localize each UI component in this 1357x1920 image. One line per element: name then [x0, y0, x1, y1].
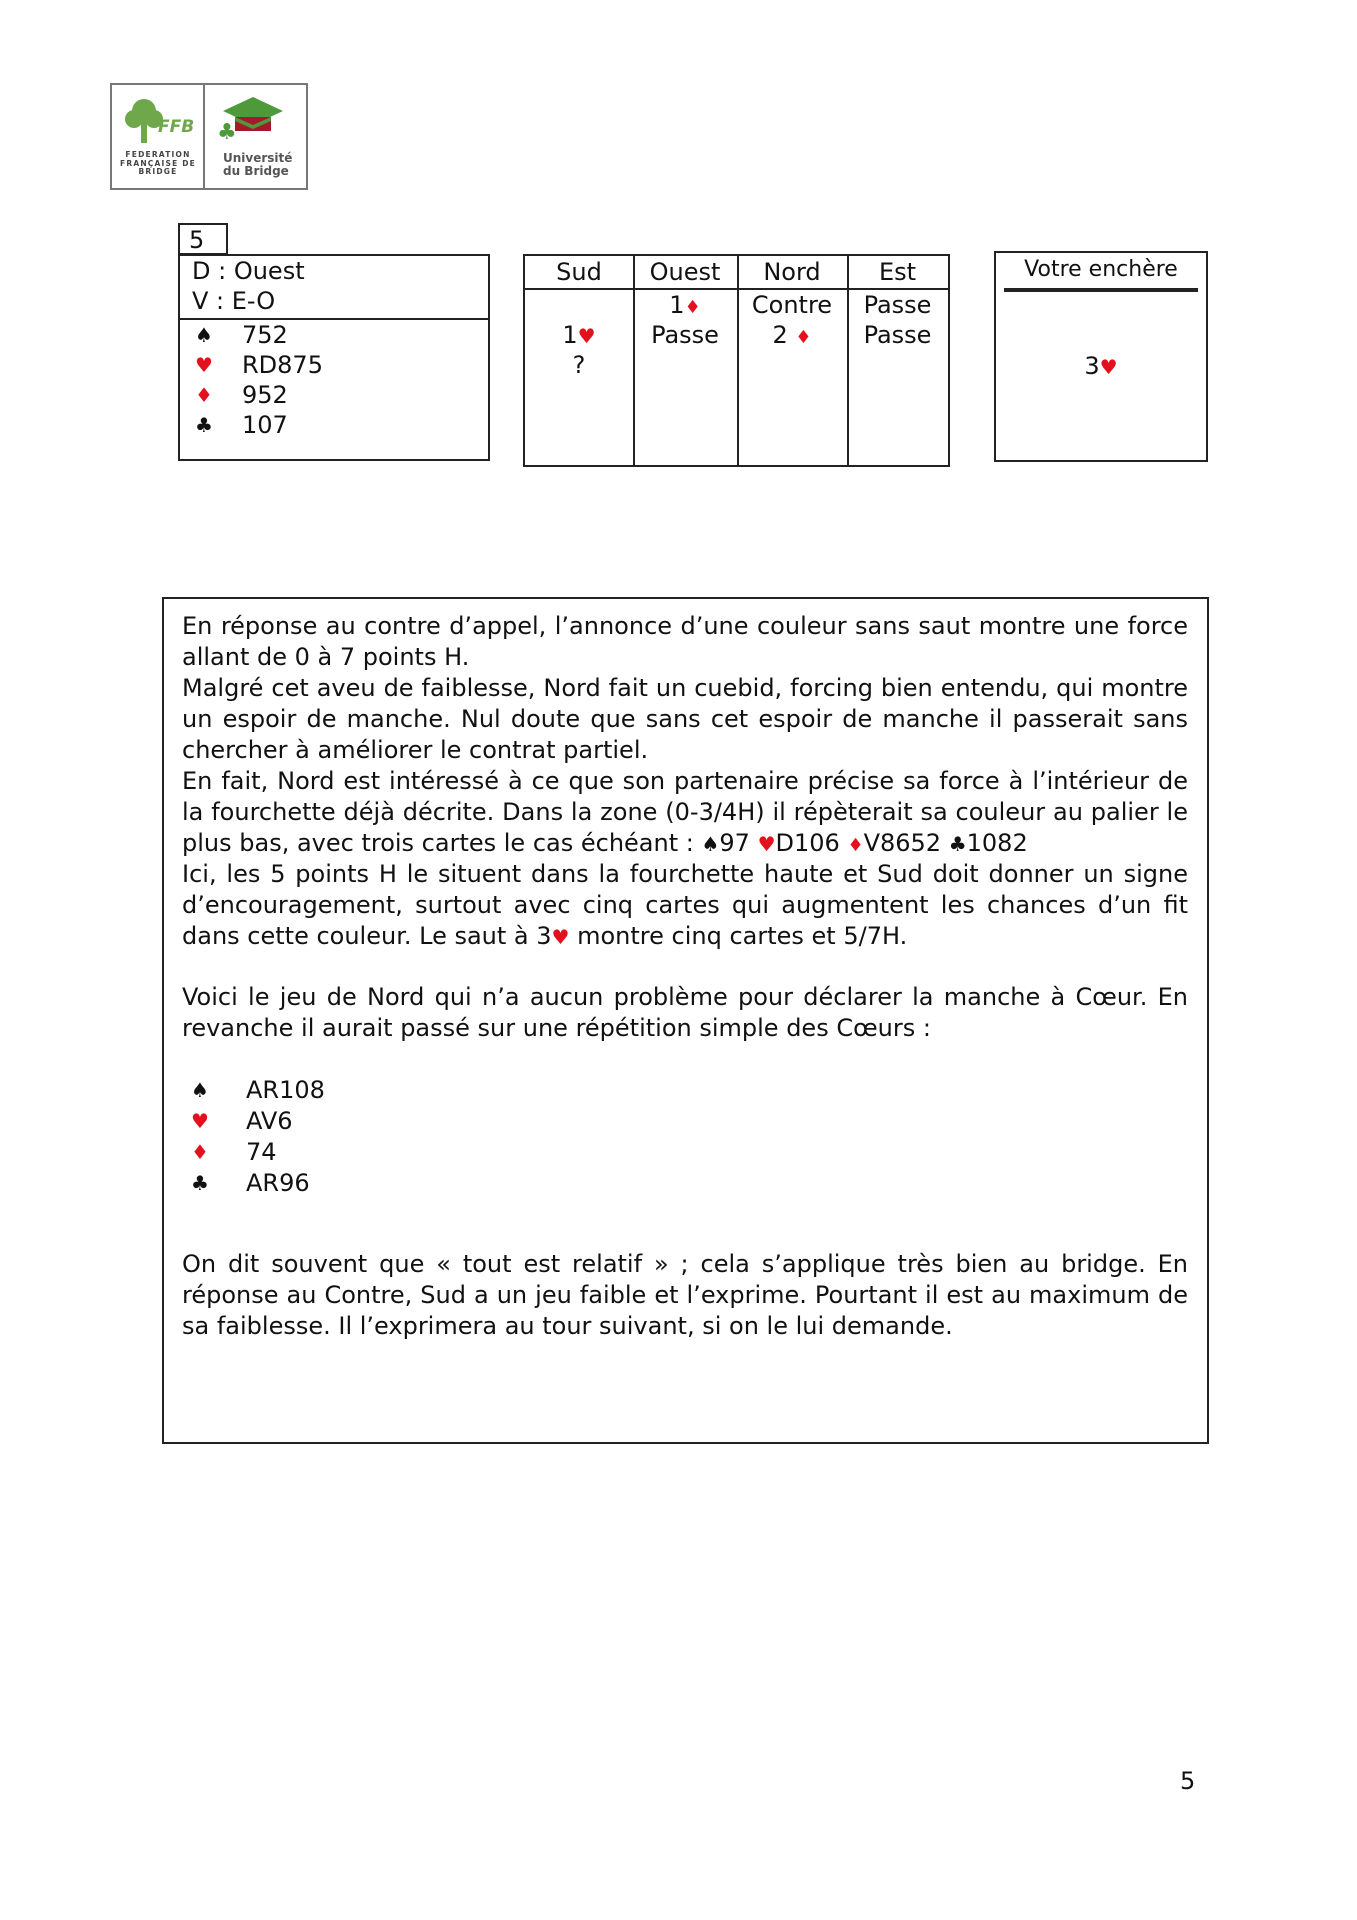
explanation-paragraph: Malgré cet aveu de faiblesse, Nord fait un cuebid, forcing bien entendu, qui montre un espoir de manche. Nul doute que sans cet espoir de manche il passerait sans chercher à améliorer le contrat partiel.	[182, 674, 1188, 764]
bid-header: Sud	[525, 256, 633, 290]
vulnerability-label: V : E-O	[192, 287, 276, 315]
ffb-wordmark: FFB	[158, 117, 195, 137]
graduation-cap-icon	[213, 95, 293, 145]
club-icon: ♣	[195, 413, 213, 437]
diamond-icon: ♦	[191, 1140, 209, 1164]
spade-icon: ♠	[191, 1078, 209, 1102]
spade-icon: ♠	[195, 323, 213, 347]
deal-separator	[180, 318, 488, 320]
north-diamond-holding: 74	[246, 1138, 277, 1166]
logo	[110, 83, 308, 190]
bid-cell: 2 ♦	[772, 321, 812, 349]
bid-cell: 1♥	[562, 321, 596, 349]
bidding-table	[523, 254, 950, 467]
explanation-paragraph: Voici le jeu de Nord qui n’a aucun problème pour déclarer la manche à Cœur. En revanche il aurait passé sur une répétition simple des Cœurs :	[182, 983, 1188, 1042]
bid-column-sud	[525, 256, 635, 465]
dealer-label: D : Ouest	[192, 257, 305, 285]
heart-holding: RD875	[242, 351, 323, 379]
spade-holding: 752	[242, 321, 288, 349]
votre-enchere-answer: 3♥	[1084, 352, 1118, 380]
bid-cell: Passe	[863, 291, 932, 319]
bid-header: Est	[847, 256, 948, 290]
north-heart-holding: AV6	[246, 1107, 293, 1135]
heart-icon: ♥	[191, 1109, 209, 1133]
ffb-subtitle: FEDERATION FRANÇAISE DE BRIDGE	[120, 150, 196, 176]
explanation-paragraph: Ici, les 5 points H le situent dans la fourchette haute et Sud doit donner un signe d’encouragement, surtout avec cinq cartes qui augmentent les chances d’un fit dans cette couleur. Le saut à 3♥ montre cinq cartes et 5/7H.	[182, 860, 1188, 950]
heart-icon: ♥	[195, 353, 213, 377]
explanation-box	[162, 597, 1209, 1444]
deal-box	[178, 254, 490, 461]
bid-header: Ouest	[633, 256, 737, 290]
votre-enchere-box	[994, 251, 1208, 462]
diamond-icon: ♦	[195, 383, 213, 407]
deal-number: 5	[178, 223, 228, 255]
bid-cell: Passe	[863, 321, 932, 349]
universite-text: Université du Bridge	[223, 151, 293, 178]
votre-enchere-rule	[1004, 288, 1198, 292]
votre-enchere-title: Votre enchère	[1024, 257, 1178, 282]
heart-icon: ♥	[1099, 355, 1118, 379]
bid-header: Nord	[737, 256, 847, 290]
bid-column-est	[847, 256, 948, 465]
universite-logo	[205, 85, 306, 188]
bid-column-ouest	[633, 256, 739, 465]
north-club-holding: AR96	[246, 1169, 310, 1197]
svg-text:♣: ♣	[217, 120, 237, 145]
bid-cell: Passe	[651, 321, 719, 349]
explanation-paragraph: En réponse au contre d’appel, l’annonce d’une couleur sans saut montre une force allant de 0 à 7 points H.	[182, 612, 1188, 671]
club-icon: ♣	[191, 1171, 209, 1195]
club-holding: 107	[242, 411, 288, 439]
ffb-logo	[112, 85, 205, 188]
diamond-holding: 952	[242, 381, 288, 409]
bid-cell: ?	[572, 351, 586, 379]
north-spade-holding: AR108	[246, 1076, 325, 1104]
bid-column-nord	[737, 256, 849, 465]
explanation-paragraph: En fait, Nord est intéressé à ce que son partenaire précise sa force à l’intérieur de la fourchette déjà décrite. Dans la zone (0-3/4H) il répèterait sa couleur au palier le plus bas, avec trois cartes le cas échéant : ♠97 ♥D106 ♦V8652 ♣1082	[182, 767, 1188, 857]
bid-cell: 1♦	[669, 291, 701, 319]
bid-cell: Contre	[751, 291, 833, 319]
explanation-paragraph: On dit souvent que « tout est relatif » ; cela s’applique très bien au bridge. En réponse au Contre, Sud a un jeu faible et l’exprime. Pourtant il est au maximum de sa faiblesse. Il l’exprimera au tour suivant, si on le lui demande.	[182, 1250, 1188, 1340]
page-number: 5	[1180, 1767, 1196, 1795]
